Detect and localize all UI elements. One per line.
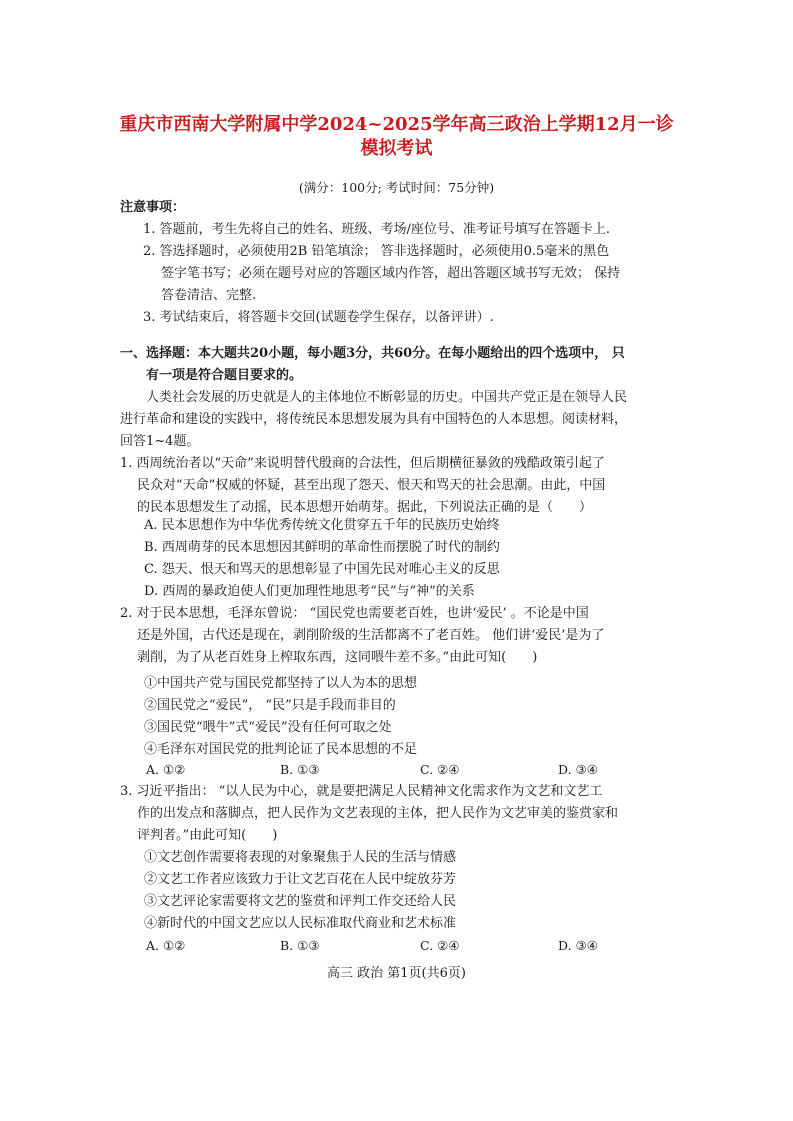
notice-line: 2. 答选择题时，必须使用2B 铅笔填涂； 答非选择题时，必须使用0.5毫米的黑色 bbox=[143, 244, 610, 259]
choice-d: D. ③④ bbox=[558, 762, 598, 777]
intro-line: 人类社会发展的历史就是人的主体地位不断彰显的历史。中国共产党正是在领导人民 bbox=[146, 390, 628, 405]
page-footer: 高三 政治 第1页(共6页) bbox=[327, 966, 466, 981]
section-heading-line2: 有一项是符合题目要求的。 bbox=[146, 368, 303, 383]
exam-info: (满分：100分; 考试时间：75分钟) bbox=[298, 180, 495, 195]
section-heading: 一、选择题：本大题共20小题，每小题3分，共60分。在每小题给出的四个选项中， 只 bbox=[120, 346, 625, 361]
choice-b: B. ①③ bbox=[280, 938, 320, 953]
notice-line: 1. 答题前，考生先将自己的姓名、班级、考场/座位号、准考证号填写在答题卡上. bbox=[143, 222, 611, 237]
notice-line: 签字笔书写；必须在题号对应的答题区域内作答，超出答题区域书写无效； 保持 bbox=[161, 266, 621, 281]
question-stem: 剥削，为了从老百姓身上榨取东西，这同喂牛差不多。”由此可知( ) bbox=[137, 650, 538, 665]
answer-option: B. 西周萌芽的民本思想因其鲜明的革命性而摆脱了时代的制约 bbox=[144, 540, 500, 555]
answer-option: A. 民本思想作为中华优秀传统文化贯穿五千年的民族历史始终 bbox=[144, 518, 500, 533]
question-stem: 3. 习近平指出： “以人民为中心，就是要把满足人民精神文化需求作为文艺和文艺工 bbox=[120, 784, 603, 799]
notice-heading: 注意事项： bbox=[120, 200, 186, 215]
answer-option: C. 怨天、恨天和骂天的思想彰显了中国先民对唯心主义的反思 bbox=[144, 562, 500, 577]
statement-item: ①文艺创作需要将表现的对象聚焦于人民的生活与情感 bbox=[144, 850, 457, 865]
statement-item: ①中国共产党与国民党都坚持了以人为本的思想 bbox=[144, 676, 418, 691]
question-stem: 作的出发点和落脚点，把人民作为文艺表现的主体，把人民作为文艺审美的鉴赏家和 bbox=[137, 806, 619, 821]
statement-item: ④毛泽东对国民党的批判论证了民本思想的不足 bbox=[144, 742, 418, 757]
answer-option: D. 西周的暴政迫使人们更加理性地思考“民”与“神”的关系 bbox=[144, 584, 475, 599]
choice-d: D. ③④ bbox=[558, 938, 598, 953]
statement-item: ②国民党之“爱民”， “民”只是手段而非目的 bbox=[144, 698, 396, 713]
notice-line: 3. 考试结束后，将答题卡交回(试题卷学生保存，以备评讲）. bbox=[143, 310, 494, 325]
question-stem: 评判者。”由此可知( ) bbox=[137, 828, 278, 843]
statement-item: ③国民党“喂牛”式“爱民”没有任何可取之处 bbox=[144, 720, 392, 735]
question-stem: 1. 西周统治者以“天命”来说明替代殷商的合法性，但后期横征暴敛的残酷政策引起了 bbox=[120, 456, 605, 471]
intro-line: 进行革命和建设的实践中，将传统民本思想发展为具有中国特色的人本思想。阅读材料， bbox=[120, 412, 628, 427]
notice-line: 答卷清洁、完整. bbox=[161, 288, 257, 303]
choice-c: C. ②④ bbox=[420, 762, 460, 777]
intro-line: 回答1~4题。 bbox=[120, 434, 200, 449]
statement-item: ④新时代的中国文艺应以人民标准取代商业和艺术标准 bbox=[144, 916, 457, 931]
statement-item: ②文艺工作者应该致力于让文艺百花在人民中绽放芬芳 bbox=[144, 872, 457, 887]
statement-item: ③文艺评论家需要将文艺的鉴赏和评判工作交还给人民 bbox=[144, 894, 457, 909]
choice-a: A. ①② bbox=[146, 762, 186, 777]
question-stem: 民众对“天命”权威的怀疑，甚至出现了怨天、恨天和骂天的社会思潮。由此，中国 bbox=[137, 478, 606, 493]
page-title: 重庆市西南大学附属中学2024~2025学年高三政治上学期12月一诊 bbox=[119, 114, 674, 135]
question-stem: 2. 对于民本思想，毛泽东曾说： “国民党也需要老百姓，也讲‘爱民’ 。不论是中国 bbox=[120, 606, 589, 621]
choice-b: B. ①③ bbox=[280, 762, 320, 777]
choice-c: C. ②④ bbox=[420, 938, 460, 953]
question-stem: 还是外国，古代还是现在，剥削阶级的生活都离不了老百姓。 他们讲‘爱民’是为了 bbox=[137, 628, 605, 643]
question-stem: 的民本思想发生了动摇，民本思想开始萌芽。据此，下列说法正确的是（ ） bbox=[137, 500, 593, 515]
page-title-line2: 模拟考试 bbox=[360, 138, 433, 159]
choice-a: A. ①② bbox=[146, 938, 186, 953]
